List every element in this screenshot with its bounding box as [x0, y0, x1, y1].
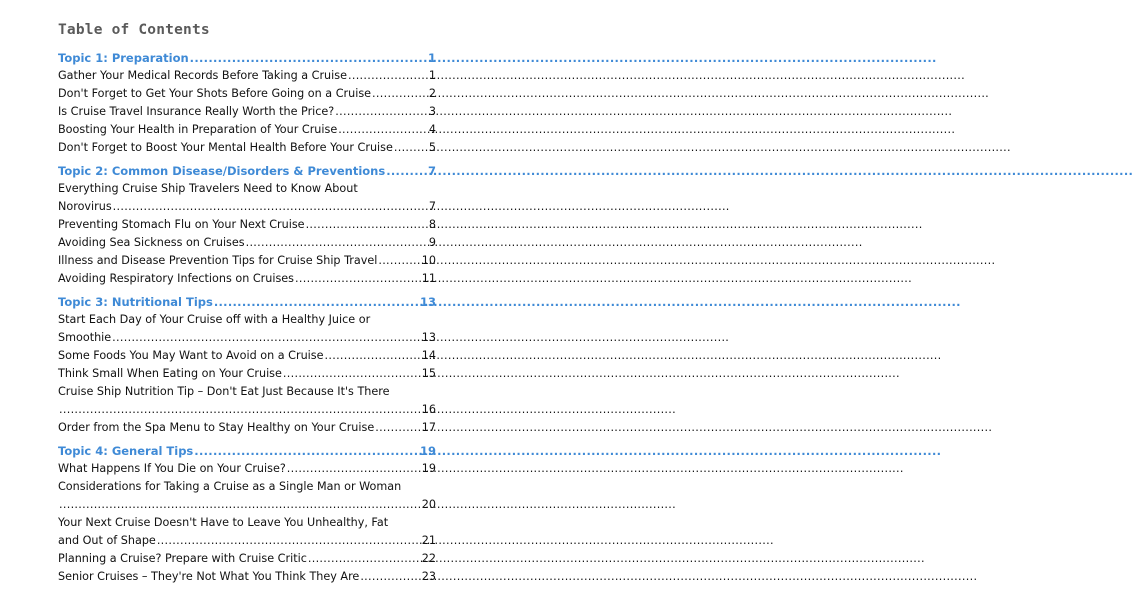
toc-entry-link[interactable] [58, 103, 436, 121]
toc-page [58, 22, 436, 592]
toc-entry-link[interactable] [58, 85, 436, 103]
entry-row [58, 139, 436, 157]
entry-page-number: 14 [421, 349, 436, 362]
dot-leader [194, 443, 419, 459]
entry-title-continued: Smoothie [58, 331, 112, 344]
toc-entry-link[interactable] [58, 568, 436, 586]
entry-title-line: Start Each Day of Your Cruise off with a Healthy Juice or [58, 313, 371, 326]
dot-leader [283, 365, 421, 383]
toc-section [58, 443, 436, 586]
entry-row [58, 347, 436, 365]
entry-title: Avoiding Respiratory Infections on Cruises [58, 272, 295, 285]
dot-leader [360, 568, 420, 586]
entry-row [58, 103, 436, 121]
dot-leader [59, 496, 421, 514]
toc-entry-link[interactable] [58, 311, 436, 347]
toc-section [58, 294, 436, 437]
entry-page-number: 2 [428, 87, 436, 100]
entry-page-number: 15 [421, 367, 436, 380]
toc-entry-link[interactable] [58, 270, 436, 288]
entry-page-number: 5 [428, 141, 436, 154]
toc-entry-link[interactable] [58, 347, 436, 365]
entry-page-number: 7 [428, 200, 436, 213]
entry-title: Senior Cruises – They're Not What You Think They Are [58, 570, 360, 583]
entry-page-number: 13 [421, 331, 436, 344]
entry-title: Boosting Your Health in Preparation of Your Cruise [58, 123, 338, 136]
toc-entry-link[interactable] [58, 478, 436, 514]
topic-heading-link[interactable] [58, 443, 436, 459]
dot-leader [335, 103, 428, 121]
entry-row [58, 568, 436, 586]
toc-entry-link[interactable] [58, 216, 436, 234]
entry-page-number: 3 [428, 105, 436, 118]
entry-page-number: 8 [428, 218, 436, 231]
dot-leader [308, 550, 421, 568]
entry-title-line: Your Next Cruise Doesn't Have to Leave You Unhealthy, Fat [58, 516, 389, 529]
dot-leader [113, 198, 428, 216]
topic-page-number: 19 [419, 444, 436, 458]
dot-leader [59, 401, 421, 419]
entry-title: Some Foods You May Want to Avoid on a Cruise [58, 349, 324, 362]
topic-title: Topic 1: Preparation [58, 51, 189, 65]
entry-row [58, 401, 436, 419]
entry-title: Think Small When Eating on Your Cruise [58, 367, 282, 380]
entry-title: Planning a Cruise? Prepare with Cruise Critic [58, 552, 307, 565]
entry-page-number: 16 [421, 403, 436, 416]
entry-title: What Happens If You Die on Your Cruise? [58, 462, 286, 475]
toc-entry-link[interactable] [58, 514, 436, 550]
dot-leader [372, 85, 428, 103]
entry-row [58, 532, 436, 550]
toc-section [58, 50, 436, 157]
entry-row [58, 252, 436, 270]
entry-title-line: Cruise Ship Nutrition Tip – Don't Eat Just Because It's There [58, 385, 390, 398]
entry-title: Is Cruise Travel Insurance Really Worth the Price? [58, 105, 335, 118]
topic-page-number: 7 [427, 164, 436, 178]
entry-title: Order from the Spa Menu to Stay Healthy on Your Cruise [58, 421, 375, 434]
entry-title-line: Everything Cruise Ship Travelers Need to Know About [58, 182, 358, 195]
entry-row [58, 460, 436, 478]
entry-title-line: Considerations for Taking a Cruise as a Single Man or Woman [58, 480, 402, 493]
entry-page-number: 1 [428, 69, 436, 82]
topic-title: Topic 4: General Tips [58, 444, 194, 458]
entry-page-number: 21 [421, 534, 436, 547]
entry-title-continued: and Out of Shape [58, 534, 156, 547]
dot-leader [190, 50, 427, 66]
entry-title: Preventing Stomach Flu on Your Next Cruise [58, 218, 305, 231]
toc-entry-link[interactable] [58, 139, 436, 157]
entry-title: Don't Forget to Boost Your Mental Health Before Your Cruise [58, 141, 393, 154]
topic-title: Topic 3: Nutritional Tips [58, 295, 213, 309]
dot-leader [295, 270, 421, 288]
dot-leader [306, 216, 428, 234]
topic-heading-link[interactable] [58, 50, 436, 66]
dot-leader [375, 419, 421, 437]
toc-list [58, 50, 436, 586]
entry-row [58, 67, 436, 85]
entry-row [58, 550, 436, 568]
dot-leader [394, 139, 428, 157]
toc-entry-link[interactable] [58, 67, 436, 85]
topic-page-number: 1 [427, 51, 436, 65]
dot-leader [287, 460, 421, 478]
toc-title: Table of Contents [58, 22, 210, 38]
entry-row [58, 121, 436, 139]
dot-leader [378, 252, 420, 270]
toc-entry-link[interactable] [58, 365, 436, 383]
entry-page-number: 22 [421, 552, 436, 565]
entry-row [58, 329, 436, 347]
toc-section [58, 163, 436, 288]
topic-heading-link[interactable] [58, 163, 436, 179]
entry-row [58, 85, 436, 103]
entry-page-number: 19 [421, 462, 436, 475]
topic-heading-link[interactable] [58, 294, 436, 310]
entry-row [58, 234, 436, 252]
topic-page-number: 13 [419, 295, 436, 309]
dot-leader [325, 347, 421, 365]
topic-title: Topic 2: Common Disease/Disorders & Preventions [58, 164, 386, 178]
entry-row [58, 496, 436, 514]
toc-entry-link[interactable] [58, 460, 436, 478]
dot-leader [338, 121, 428, 139]
toc-entry-link[interactable] [58, 180, 436, 216]
entry-title: Avoiding Sea Sickness on Cruises [58, 236, 245, 249]
entry-title: Gather Your Medical Records Before Taking a Cruise [58, 69, 347, 82]
entry-page-number: 23 [421, 570, 436, 583]
entry-row [58, 270, 436, 288]
dot-leader [112, 329, 421, 347]
entry-page-number: 10 [421, 254, 436, 267]
entry-title-continued: Norovirus [58, 200, 112, 213]
entry-page-number: 20 [421, 498, 436, 511]
dot-leader [348, 67, 428, 85]
dot-leader [246, 234, 428, 252]
entry-row [58, 365, 436, 383]
toc-entry-link[interactable] [58, 121, 436, 139]
entry-title: Don't Forget to Get Your Shots Before Going on a Cruise [58, 87, 372, 100]
toc-entry-link[interactable] [58, 419, 436, 437]
dot-leader [386, 163, 427, 179]
dot-leader [157, 532, 421, 550]
entry-page-number: 9 [428, 236, 436, 249]
entry-page-number: 4 [428, 123, 436, 136]
toc-entry-link[interactable] [58, 252, 436, 270]
toc-entry-link[interactable] [58, 383, 436, 419]
toc-entry-link[interactable] [58, 234, 436, 252]
entry-row [58, 419, 436, 437]
entry-page-number: 11 [421, 272, 436, 285]
entry-row [58, 216, 436, 234]
toc-entry-link[interactable] [58, 550, 436, 568]
entry-title: Illness and Disease Prevention Tips for Cruise Ship Travel [58, 254, 378, 267]
entry-row [58, 198, 436, 216]
entry-page-number: 17 [421, 421, 436, 434]
dot-leader [214, 294, 419, 310]
